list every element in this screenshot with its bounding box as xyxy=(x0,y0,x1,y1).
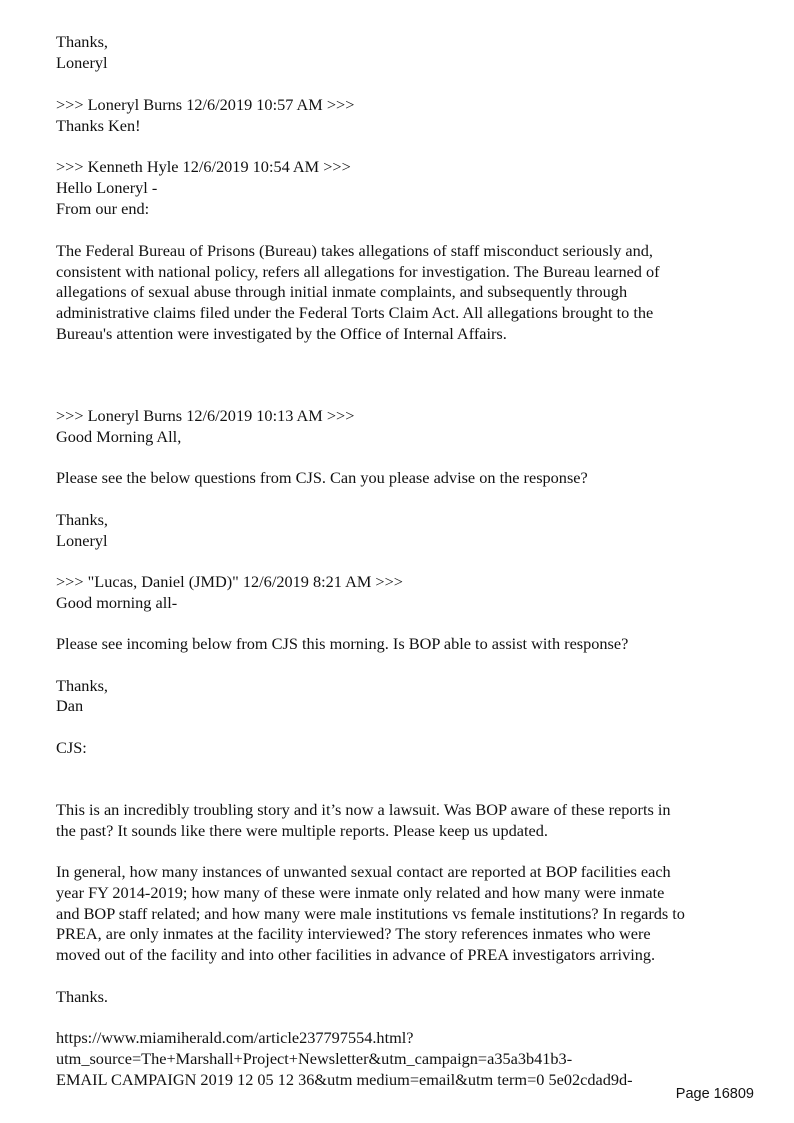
cjs-paragraph-line: year FY 2014-2019; how many of these were inmate only related and how many were inmate xyxy=(56,883,665,902)
cjs-paragraph-line: the past? It sounds like there were multiple reports. Please keep us updated. xyxy=(56,821,548,840)
article-link-line: https://www.miamiherald.com/article237797554.html? xyxy=(56,1028,414,1047)
page-number: Page 16809 xyxy=(675,1086,754,1102)
message-intro: From our end: xyxy=(56,199,150,218)
message-header: >>> Kenneth Hyle 12/6/2019 10:54 AM >>> xyxy=(56,157,351,176)
cjs-paragraph-line: In general, how many instances of unwanted sexual contact are reported at BOP facilities each xyxy=(56,862,671,881)
message-header: >>> Loneryl Burns 12/6/2019 10:57 AM >>> xyxy=(56,95,355,114)
cjs-paragraph-line: and BOP staff related; and how many were male institutions vs female institutions? In regards to xyxy=(56,904,685,923)
message-greeting: Good morning all- xyxy=(56,593,178,612)
article-link-line: EMAIL CAMPAIGN 2019 12 05 12 36&utm medium=email&utm term=0 5e02cdad9d- xyxy=(56,1070,633,1089)
message-body: Please see incoming below from CJS this morning. Is BOP able to assist with response? xyxy=(56,634,629,653)
message-greeting: Hello Loneryl - xyxy=(56,178,158,197)
message-salutation: Thanks, xyxy=(56,510,108,529)
closing-salutation: Thanks, xyxy=(56,32,108,51)
message-greeting: Good Morning All, xyxy=(56,427,182,446)
cjs-closing: Thanks. xyxy=(56,987,108,1006)
statement-line: consistent with national policy, refers all allegations for investigation. The Bureau learned of xyxy=(56,262,660,281)
article-link-line: utm_source=The+Marshall+Project+Newsletter&utm_campaign=a35a3b41b3- xyxy=(56,1049,573,1068)
message-signature: Loneryl xyxy=(56,531,108,550)
statement-line: Bureau's attention were investigated by the Office of Internal Affairs. xyxy=(56,324,507,343)
message-salutation: Thanks, xyxy=(56,676,108,695)
statement-line: allegations of sexual abuse through initial inmate complaints, and subsequently through xyxy=(56,282,628,301)
cjs-paragraph-line: moved out of the facility and into other facilities in advance of PREA investigators arriving. xyxy=(56,945,656,964)
cjs-label: CJS: xyxy=(56,738,87,757)
closing-signature: Loneryl xyxy=(56,53,108,72)
cjs-paragraph-line: PREA, are only inmates at the facility interviewed? The story references inmates who were xyxy=(56,924,651,943)
message-signature: Dan xyxy=(56,696,84,715)
message-body: Please see the below questions from CJS. Can you please advise on the response? xyxy=(56,468,588,487)
statement-line: administrative claims filed under the Federal Torts Claim Act. All allegations brought to the xyxy=(56,303,654,322)
cjs-paragraph-line: This is an incredibly troubling story and it’s now a lawsuit. Was BOP aware of these reports in xyxy=(56,800,671,819)
message-header: >>> "Lucas, Daniel (JMD)" 12/6/2019 8:21 AM >>> xyxy=(56,572,403,591)
statement-line: The Federal Bureau of Prisons (Bureau) takes allegations of staff misconduct seriously and, xyxy=(56,241,653,260)
message-header: >>> Loneryl Burns 12/6/2019 10:13 AM >>> xyxy=(56,406,355,425)
message-body: Thanks Ken! xyxy=(56,116,141,135)
